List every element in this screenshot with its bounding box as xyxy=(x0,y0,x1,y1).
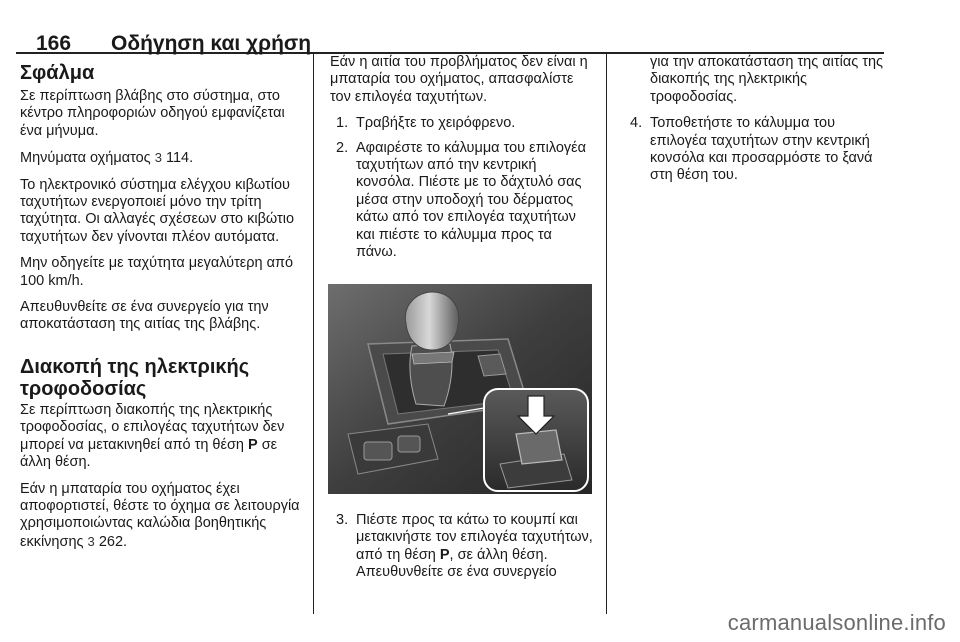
fault-paragraph-5: Απευθυνθείτε σε ένα συνεργείο για την αποκατάσταση της αιτίας της βλάβης. xyxy=(20,299,269,333)
fault-paragraph-3: Το ηλεκτρονικό σύστημα ελέγχου κιβωτίου ταχυτήτων ενεργοποιεί μόνο την τρίτη ταχύτητα. Οι αλλαγές σχέσεων στο κιβώτιο ταχυτήτων δεν γίνονται πλέον αυτόματα. xyxy=(20,176,295,245)
park-position-label: P xyxy=(248,436,258,453)
page-header xyxy=(16,30,884,54)
chapter-title: Οδήγηση και χρήση xyxy=(111,32,312,55)
release-slot xyxy=(516,430,562,464)
step-item xyxy=(624,115,886,185)
power-interruption-heading: Διακοπή της ηλεκτρικής τροφοδοσίας xyxy=(20,355,250,400)
page-ref-link[interactable]: 114. xyxy=(165,150,194,167)
step-list-final xyxy=(624,115,886,185)
step-text-a: Πιέστε προς τα κάτω το κουμπί και μετακινήστε τον επιλογέα ταχυτήτων, από τη θέση xyxy=(356,511,593,563)
step-text: Τραβήξτε το χειρόφρενο. xyxy=(356,115,516,132)
step-list-continued xyxy=(330,512,594,582)
fault-paragraph-1: Σε περίπτωση βλάβης στο σύστημα, στο κέντρο πληροφοριών οδηγού εμφανίζεται ένα μήνυμα. xyxy=(20,88,285,139)
interruption-text-b: σε άλλη θέση. xyxy=(20,436,278,471)
gear-selector-illustration xyxy=(328,284,592,494)
fault-paragraph-2 xyxy=(20,149,308,167)
interruption-paragraph-2 xyxy=(20,481,308,552)
step-item xyxy=(330,512,594,582)
step-item xyxy=(330,115,594,132)
column-middle xyxy=(330,54,594,589)
column-divider xyxy=(313,54,314,614)
console-button xyxy=(398,436,420,452)
step-number: 2. xyxy=(336,139,349,156)
step-item xyxy=(330,140,594,262)
step-list xyxy=(330,115,594,261)
gear-knob xyxy=(405,292,458,350)
jump-start-text: Εάν η μπαταρία του οχήματος έχει αποφορτιστεί, θέστε το όχημα σε λειτουργία χρησιμοποιώντας καλώδια βοηθητικής εκκίνησης xyxy=(20,480,300,550)
fault-heading: Σφάλμα xyxy=(20,62,95,84)
page-number: 166 xyxy=(36,32,72,55)
vehicle-messages-ref: Μηνύματα οχήματος xyxy=(20,150,151,167)
knob-collar xyxy=(412,352,454,364)
step-number: 4. xyxy=(630,115,643,132)
park-position-label: P xyxy=(439,546,450,563)
step-3-continuation: για την αποκατάσταση της αιτίας της διακοπής της ηλεκτρικής τροφοδοσίας. xyxy=(650,54,883,105)
column-divider xyxy=(606,54,607,614)
console-button xyxy=(364,442,392,460)
step-text: Τοποθετήστε το κάλυμμα του επιλογέα ταχυτήτων στην κεντρική κονσόλα και προσαρμόστε το ξανά στη θέση του. xyxy=(650,115,873,184)
step-text-b: , σε άλλη θέση. Απευθυνθείτε σε ένα συνεργείο xyxy=(356,546,557,581)
step-number: 1. xyxy=(336,115,349,132)
interruption-text-a: Σε περίπτωση διακοπής της ηλεκτρικής τροφοδοσίας, ο επιλογέας ταχυτήτων δεν μπορεί να μετακινηθεί από τη θέση xyxy=(20,401,285,453)
interruption-paragraph-1 xyxy=(20,402,308,472)
release-intro: Εάν η αιτία του προβλήματος δεν είναι η μπαταρία του οχήματος, απασφαλίστε τον επιλογέα ταχυτήτων. xyxy=(330,54,588,105)
fault-paragraph-4: Μην οδηγείτε με ταχύτητα μεγαλύτερη από 100 km/h. xyxy=(20,255,294,289)
step-text: Αφαιρέστε το κάλυμμα του επιλογέα ταχυτήτων από την κεντρική κονσόλα. Πιέστε με το δάχτυλό σας μέσα στην υποδοχή του δέρματος κάτω από τον επιλογέα ταχυτήτων και πιέστε το κάλυμμα προς τα πάνω. xyxy=(356,139,587,261)
page-ref-link[interactable]: 262. xyxy=(98,533,128,550)
column-right xyxy=(624,54,886,192)
step-number: 3. xyxy=(336,511,349,528)
column-left xyxy=(20,54,308,560)
watermark: carmanualsonline.info xyxy=(727,610,946,635)
page-ref-arrow-icon: 3 xyxy=(87,533,95,549)
page-ref-arrow-icon: 3 xyxy=(154,150,162,166)
